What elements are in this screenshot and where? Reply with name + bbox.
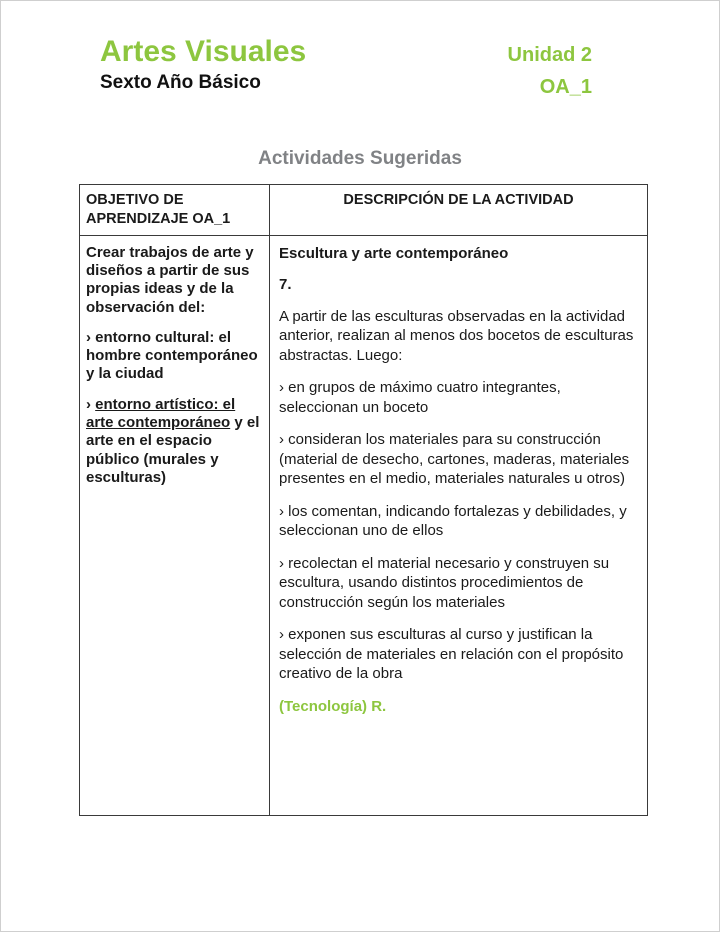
objective-bullet-2-underlined: entorno artístico: el arte contemporáneo xyxy=(86,395,236,432)
activity-paragraph: A partir de las esculturas observadas en la actividad anterior, realizan al menos dos bocetos de esculturas abstractas. Luego: xyxy=(279,307,634,364)
section-title: Actividades Sugeridas xyxy=(258,148,462,169)
objective-cell xyxy=(80,235,270,815)
unit-label: Unidad 2 xyxy=(507,44,592,66)
activity-number: 7. xyxy=(279,276,292,294)
activity-paragraph: › recolectan el material necesario y construyen su escultura, usando distintos procedimientos de construcción según los materiales xyxy=(279,554,610,611)
activity-heading: Escultura y arte contemporáneo xyxy=(279,244,509,262)
objective-bullet-1: › entorno cultural: el hombre contemporáneo y la ciudad xyxy=(86,328,258,383)
grade-subtitle: Sexto Año Básico xyxy=(100,72,261,93)
objective-intro: Crear trabajos de arte y diseños a partir de sus propias ideas y de la observación del: xyxy=(86,243,254,316)
activity-paragraph: › los comentan, indicando fortalezas y debilidades, y seleccionan uno de ellos xyxy=(279,502,627,540)
activity-paragraph: › en grupos de máximo cuatro integrantes, seleccionan un boceto xyxy=(279,379,561,416)
objective-bullet-2-rest: y el arte en el espacio público (murales y esculturas) xyxy=(86,414,260,486)
objective-bullet-2 xyxy=(86,396,264,487)
description-cell xyxy=(270,235,648,815)
table-body-row xyxy=(80,235,648,815)
header-left xyxy=(100,35,306,94)
table-header-row xyxy=(80,185,648,236)
description-column-header: DESCRIPCIÓN DE LA ACTIVIDAD xyxy=(270,185,648,236)
course-title: Artes Visuales xyxy=(100,35,307,68)
header-right xyxy=(508,35,592,99)
activity-paragraph: › consideran los materiales para su construcción (material de desecho, cartones, maderas, materiales presentes en el medio, materiales naturales u otros) xyxy=(279,431,630,488)
activities-table xyxy=(79,184,648,816)
activity-paragraph: › exponen sus esculturas al curso y justifican la selección de materiales en relación con el propósito creativo de la obra xyxy=(279,626,624,683)
objective-bullet-2-prefix: › xyxy=(86,395,96,413)
oa-label: OA_1 xyxy=(539,76,592,98)
technology-tag: (Tecnología) R. xyxy=(279,697,387,715)
objective-column-header: OBJETIVO DE APRENDIZAJE OA_1 xyxy=(80,185,270,236)
document-header xyxy=(100,35,592,99)
